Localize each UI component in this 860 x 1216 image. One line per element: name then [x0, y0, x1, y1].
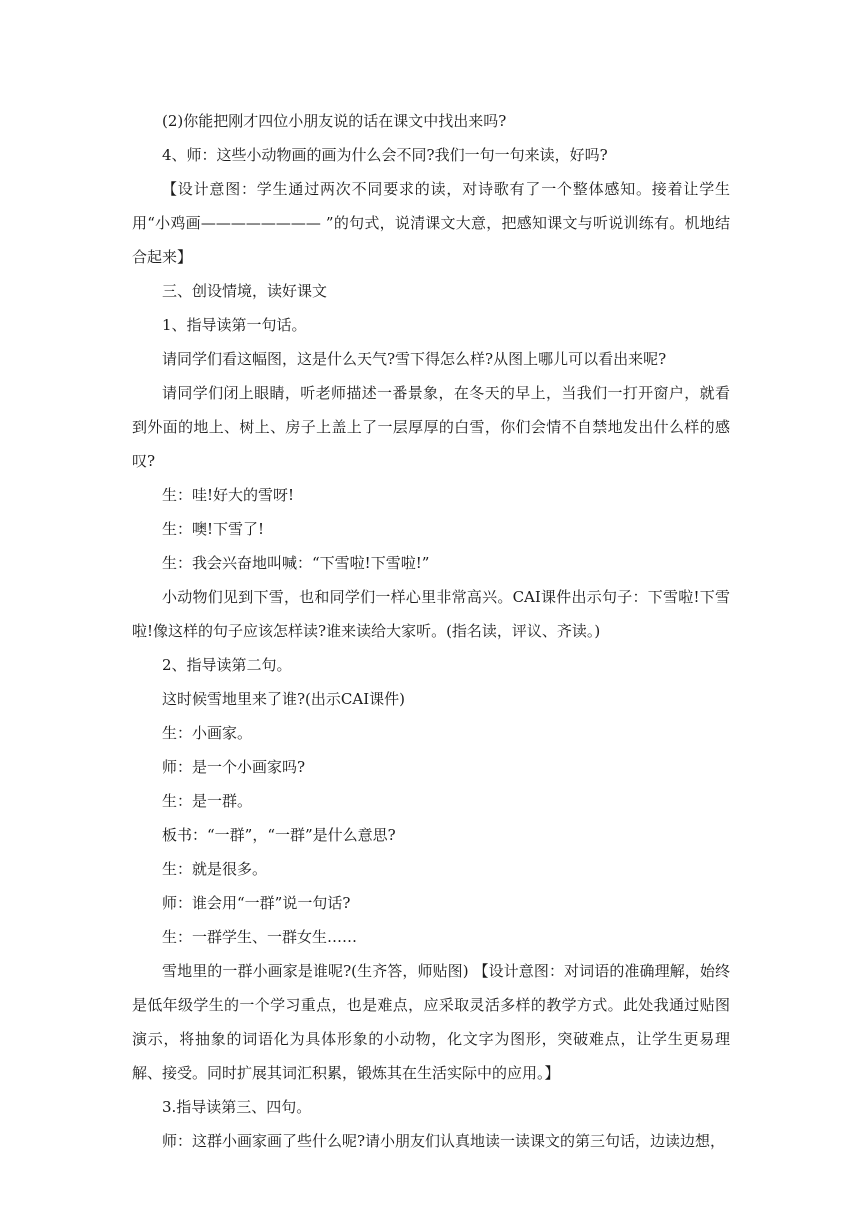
step-heading-second-sentence: 2、指导读第二句。 [162, 656, 292, 674]
paragraph-who-came: 这时候雪地里来了谁?(出示CAI课件) [162, 690, 405, 708]
student-reply-2: 生：噢!下雪了! [162, 520, 265, 538]
document-page [132, 104, 730, 1158]
paragraph-look-at-picture: 请同学们看这幅图，这是什么天气?雪下得怎么样?从图上哪儿可以看出来呢? [162, 350, 667, 368]
paragraph-teacher-why-different: 4、师：这些小动物画的画为什么会不同?我们一句一句来读，好吗? [162, 146, 608, 164]
student-reply-6: 生：就是很多。 [162, 860, 268, 878]
paragraph-design-intent-2: 雪地里的一群小画家是谁呢?(生齐答，师贴图) 【设计意图：对词语的准确理解，始终是低年级学生的一个学习重点，也是难点，应采取灵活多样的教学方式。此处我通过贴图演示，将抽象的词语化为具体形象的小动物，化文字为图形，突破难点，让学生更易理解、接受。同时扩展其词汇积累，锻炼其在生活实际中的应用。】 [132, 962, 730, 1082]
paragraph-question-find-text: (2)你能把刚才四位小朋友说的话在课文中找出来吗? [162, 112, 507, 130]
step-heading-first-sentence: 1、指导读第一句话。 [162, 316, 307, 334]
paragraph-what-did-they-draw: 师：这群小画家画了些什么呢?请小朋友们认真地读一读课文的第三句话，边读边想， [162, 1132, 726, 1150]
blackboard-note: 板书：“一群”，“一群”是什么意思? [162, 826, 396, 844]
student-reply-5: 生：是一群。 [162, 792, 253, 810]
section-heading-read-text: 三、创设情境，读好课文 [162, 282, 328, 300]
paragraph-animals-happy: 小动物们见到下雪，也和同学们一样心里非常高兴。CAI课件出示句子：下雪啦!下雪啦!像这样的句子应该怎样读?谁来读给大家听。(指名读，评议、齐读。) [132, 588, 730, 640]
teacher-question-1: 师：是一个小画家吗? [162, 758, 306, 776]
step-heading-third-fourth: 3.指导读第三、四句。 [162, 1098, 312, 1116]
student-reply-7: 生：一群学生、一群女生…… [162, 928, 358, 946]
paragraph-close-eyes: 请同学们闭上眼睛，听老师描述一番景象，在冬天的早上，当我们一打开窗户，就看到外面的地上、树上、房子上盖上了一层厚厚的白雪，你们会情不自禁地发出什么样的感叹? [132, 384, 730, 470]
student-reply-1: 生：哇!好大的雪呀! [162, 486, 295, 504]
paragraph-design-intent-1: 【设计意图：学生通过两次不同要求的读，对诗歌有了一个整体感知。接着让学生用“小鸡画———————— ”的句式，说清课文大意，把感知课文与听说训练有。机地结合起来】 [132, 180, 730, 266]
student-reply-4: 生：小画家。 [162, 724, 253, 742]
student-reply-3: 生：我会兴奋地叫喊：“下雪啦!下雪啦!” [162, 554, 430, 572]
teacher-question-2: 师：谁会用“一群”说一句话? [162, 894, 351, 912]
